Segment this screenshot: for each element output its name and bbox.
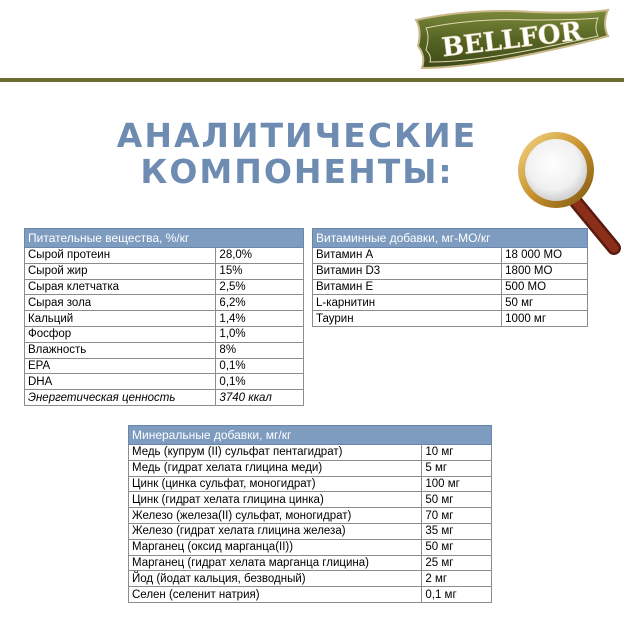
row-value: 50 мг — [502, 295, 588, 311]
row-name: Сырая зола — [25, 295, 216, 311]
row-value: 10 мг — [422, 445, 492, 461]
table-row — [25, 248, 304, 264]
table-row — [129, 445, 492, 461]
table-row — [313, 311, 588, 327]
row-value: 2,5% — [216, 279, 304, 295]
row-value: 5 мг — [422, 460, 492, 476]
row-value: 500 МО — [502, 279, 588, 295]
row-name: Марганец (гидрат хелата марганца глицина) — [129, 555, 422, 571]
row-value: 28,0% — [216, 248, 304, 264]
table-row — [25, 263, 304, 279]
row-name: Таурин — [313, 311, 502, 327]
row-value: 1800 МО — [502, 263, 588, 279]
row-name: Сырой протеин — [25, 248, 216, 264]
header-divider — [0, 78, 624, 82]
row-name: Марганец (оксид марганца(II)) — [129, 539, 422, 555]
row-name: Энергетическая ценность — [25, 390, 216, 406]
row-value: 50 мг — [422, 539, 492, 555]
nutrients-header: Питательные вещества, %/кг — [25, 229, 304, 248]
table-row — [25, 342, 304, 358]
row-name: Фосфор — [25, 326, 216, 342]
row-name: Витамин D3 — [313, 263, 502, 279]
table-row — [129, 555, 492, 571]
row-value: 1,4% — [216, 311, 304, 327]
row-value: 15% — [216, 263, 304, 279]
row-value: 1,0% — [216, 326, 304, 342]
row-name: Цинк (цинка сульфат, моногидрат) — [129, 476, 422, 492]
table-row — [313, 263, 588, 279]
row-value: 18 000 МО — [502, 248, 588, 264]
row-value: 50 мг — [422, 492, 492, 508]
minerals-table — [128, 425, 492, 603]
vitamins-table — [312, 228, 588, 327]
row-name: L-карнитин — [313, 295, 502, 311]
minerals-header: Минеральные добавки, мг/кг — [129, 426, 492, 445]
row-name: EPA — [25, 358, 216, 374]
table-row — [25, 279, 304, 295]
row-value: 70 мг — [422, 508, 492, 524]
row-name: Железо (гидрат хелата глицина железа) — [129, 523, 422, 539]
table-row — [313, 295, 588, 311]
row-value: 8% — [216, 342, 304, 358]
table-row — [313, 248, 588, 264]
title-line-2: КОМПОНЕНТЫ: — [140, 152, 454, 191]
row-value: 0,1% — [216, 374, 304, 390]
row-name: Железо (железа(II) сульфат, моногидрат) — [129, 508, 422, 524]
row-name: Йод (йодат кальция, безводный) — [129, 571, 422, 587]
vitamins-header: Витаминные добавки, мг-МО/кг — [313, 229, 588, 248]
nutrients-table — [24, 228, 304, 406]
logo-text: BELLFOR — [440, 16, 584, 64]
row-name: Витамин А — [313, 248, 502, 264]
table-row — [313, 279, 588, 295]
table-row — [129, 476, 492, 492]
row-name: Медь (купрум (II) сульфат пентагидрат) — [129, 445, 422, 461]
table-row — [25, 390, 304, 406]
row-value: 3740 ккал — [216, 390, 304, 406]
row-name: DHA — [25, 374, 216, 390]
table-row — [25, 358, 304, 374]
row-name: Селен (селенит натрия) — [129, 587, 422, 603]
table-row — [129, 492, 492, 508]
row-name: Сырая клетчатка — [25, 279, 216, 295]
row-name: Сырой жир — [25, 263, 216, 279]
table-row — [25, 374, 304, 390]
row-value: 0,1% — [216, 358, 304, 374]
table-row — [25, 326, 304, 342]
row-name: Витамин Е — [313, 279, 502, 295]
table-row — [129, 460, 492, 476]
bellfor-logo — [412, 6, 612, 72]
table-row — [129, 571, 492, 587]
table-row — [25, 295, 304, 311]
title-line-1: АНАЛИТИЧЕСКИЕ — [116, 116, 478, 155]
row-name: Влажность — [25, 342, 216, 358]
row-value: 2 мг — [422, 571, 492, 587]
row-value: 0,1 мг — [422, 587, 492, 603]
row-value: 6,2% — [216, 295, 304, 311]
row-value: 25 мг — [422, 555, 492, 571]
table-row — [129, 508, 492, 524]
table-row — [129, 523, 492, 539]
table-row — [129, 587, 492, 603]
row-name: Медь (гидрат хелата глицина меди) — [129, 460, 422, 476]
row-name: Кальций — [25, 311, 216, 327]
row-value: 100 мг — [422, 476, 492, 492]
row-value: 35 мг — [422, 523, 492, 539]
table-row — [129, 539, 492, 555]
row-value: 1000 мг — [502, 311, 588, 327]
row-name: Цинк (гидрат хелата глицина цинка) — [129, 492, 422, 508]
table-row — [25, 311, 304, 327]
